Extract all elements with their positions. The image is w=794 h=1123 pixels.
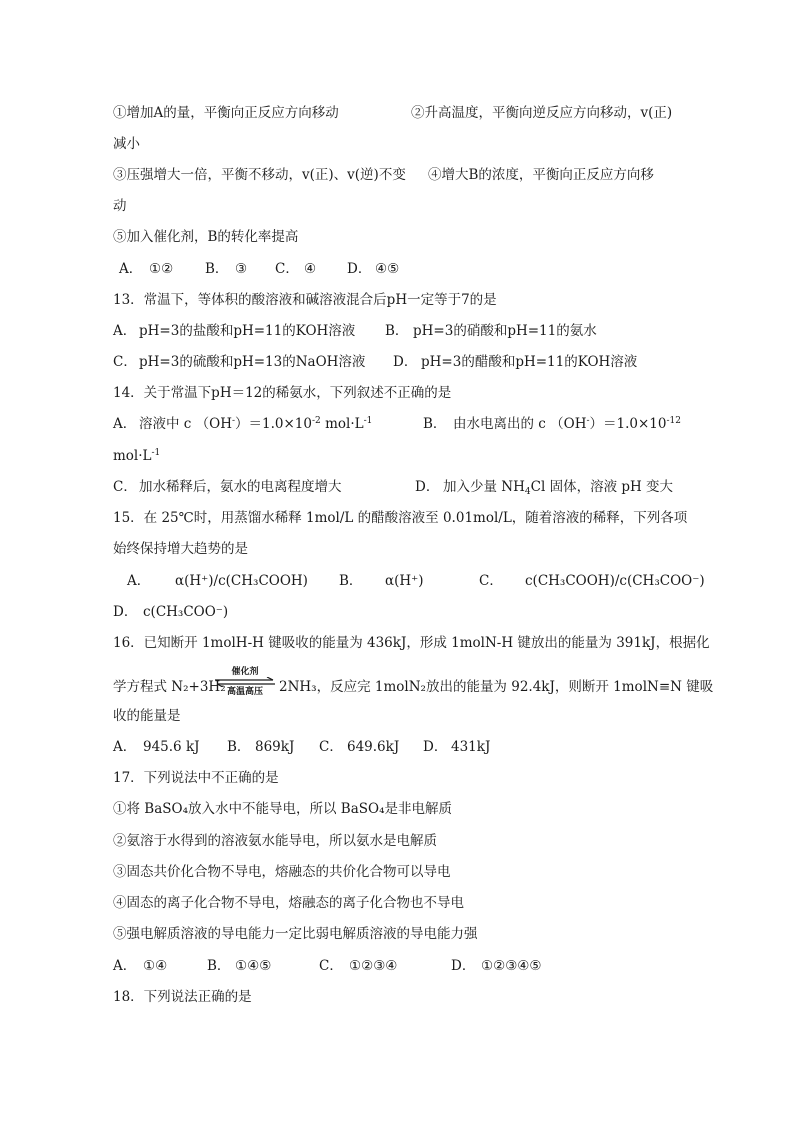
q14-option-b-text: 由水电离出的 c $(OH^-)=1.0\times 10^{-12}$ xyxy=(453,416,681,432)
q17-option-c-label: C． xyxy=(319,958,343,974)
q16-equation-line xyxy=(113,667,714,699)
text-segment: ④ xyxy=(304,261,317,277)
text-line xyxy=(113,381,713,405)
q15-option-b-label: B． xyxy=(339,573,363,589)
catalyst-label: 催化剂 xyxy=(231,667,259,677)
text-line xyxy=(113,101,713,125)
text-segment: ④⑤ xyxy=(375,261,400,277)
q17-option-d-text: ①②③④⑤ xyxy=(481,958,542,974)
q17-item: ⑤强电解质溶液的导电能力一定比弱电解质溶液的导电能力强 xyxy=(113,926,478,942)
q17-stem: 17．下列说法中不正确的是 xyxy=(113,770,279,786)
q18-stem: 18．下列说法正确的是 xyxy=(113,989,252,1005)
text-line xyxy=(113,225,713,249)
text-line xyxy=(113,163,713,187)
text-line xyxy=(113,288,713,312)
q15-stem-line-2: 始终保持增大趋势的是 xyxy=(113,541,248,557)
q17-item: ①将 BaSO₄放入水中不能导电，所以 BaSO₄是非电解质 xyxy=(113,801,452,817)
q14-option-b-continuation: $mol\cdot L^{-1}$ xyxy=(113,448,161,464)
q16-option-b-text: 869kJ xyxy=(255,739,295,755)
text-segment: 动 xyxy=(113,198,127,214)
q15-option-d-line xyxy=(113,600,713,624)
q15-option-b-text: α(H⁺) xyxy=(385,573,424,589)
text-segment: ④增大B的浓度，平衡向正反应方向移 xyxy=(428,167,654,183)
q14-option-d-label: D． xyxy=(415,479,440,495)
text-segment: pH=3的醋酸和pH=11的KOH溶液 xyxy=(421,354,638,370)
text-segment: pH=3的硝酸和pH=11的氨水 xyxy=(413,323,597,339)
q15-option-d-label: D． xyxy=(113,604,138,620)
q15-stem-line-1: 15．在 25℃时，用蒸馏水稀释 1mol/L 的醋酸溶液至 0.01mol/L，随着溶液的稀释，下列各项 xyxy=(113,510,688,526)
text-segment: A． xyxy=(119,261,143,277)
condition-label: 高温高压 xyxy=(226,687,263,697)
text-segment: ③ xyxy=(235,261,248,277)
q16-option-d-text: 431kJ xyxy=(451,739,491,755)
q15-option-a-label: A． xyxy=(127,573,151,589)
q17-option-a-text: ①④ xyxy=(143,958,168,974)
text-segment: pH=3的硫酸和pH=13的NaOH溶液 xyxy=(139,354,366,370)
text-segment: ①增加A的量，平衡向正反应方向移动 xyxy=(113,105,339,121)
q14-options-ab xyxy=(113,412,713,436)
q15-options-abc xyxy=(113,569,713,593)
q17-option-b-text: ①④⑤ xyxy=(235,958,272,974)
q17-item: ③固态共价化合物不导电，熔融态的共价化合物可以导电 xyxy=(113,864,451,880)
q16-option-a-label: A． xyxy=(113,739,137,755)
q16-equation-suffix: 2NH₃，反应完 1molN₂放出的能量为 92.4kJ，则断开 1molN≡N 键吸 xyxy=(279,679,714,695)
reversible-arrow-icon xyxy=(213,665,277,701)
text-segment: B． xyxy=(385,323,409,339)
text-segment: D． xyxy=(393,354,418,370)
text-segment: 14．关于常温下pH＝12的稀氨水，下列叙述不正确的是 xyxy=(113,385,452,401)
q16-option-c-label: C． xyxy=(319,739,343,755)
q16-option-a-text: 945.6 kJ xyxy=(143,739,200,755)
q14-option-c-label: C． xyxy=(113,479,137,495)
text-segment: 13．常温下，等体积的酸溶液和碱溶液混合后pH一定等于7的是 xyxy=(113,292,497,308)
text-segment: ⑤加入催化剂，B的转化率提高 xyxy=(113,229,299,245)
q14-option-b-label: B． xyxy=(423,416,447,432)
text-segment: C． xyxy=(113,354,137,370)
q17-option-d-label: D． xyxy=(451,958,476,974)
text-segment: pH=3的盐酸和pH=11的KOH溶液 xyxy=(139,323,356,339)
q15-option-c-label: C． xyxy=(479,573,503,589)
q16-options xyxy=(113,735,713,759)
q16-option-d-label: D． xyxy=(423,739,448,755)
q17-option-a-label: A． xyxy=(113,958,137,974)
q16-option-c-text: 649.6kJ xyxy=(347,739,400,755)
q14-option-c-text: 加水稀释后，氨水的电离程度增大 xyxy=(139,479,342,495)
q16-option-b-label: B． xyxy=(227,739,251,755)
q14-options-cd xyxy=(113,475,713,499)
q17-options xyxy=(113,954,713,978)
q15-option-c-text: c(CH₃COOH)/c(CH₃COO⁻) xyxy=(525,573,705,589)
text-segment: A． xyxy=(113,323,137,339)
q14-option-a-label: A． xyxy=(113,416,137,432)
text-line xyxy=(113,350,713,374)
equilibrium-arrows xyxy=(213,677,277,687)
text-segment: C． xyxy=(275,261,299,277)
q15-option-d-text: c(CH₃COO⁻) xyxy=(143,604,229,620)
text-segment: B． xyxy=(205,261,229,277)
text-segment: ②升高温度，平衡向逆反应方向移动，v(正) xyxy=(411,105,673,121)
text-segment: ①② xyxy=(149,261,174,277)
text-line xyxy=(113,194,713,218)
text-line xyxy=(113,319,713,343)
text-line xyxy=(113,257,713,281)
text-line xyxy=(113,132,713,156)
text-segment: ③压强增大一倍，平衡不移动，v(正)、v(逆)不变 xyxy=(113,167,406,183)
q16-equation-prefix: 学方程式 N₂+3H₂ xyxy=(113,679,226,695)
q17-item: ②氨溶于水得到的溶液氨水能导电，所以氨水是电解质 xyxy=(113,833,437,849)
q16-stem-line-1: 16．已知断开 1molH-H 键吸收的能量为 436kJ，形成 1molN-H 键放出的能量为 391kJ，根据化 xyxy=(113,635,710,651)
q17-item: ④固态的离子化合物不导电，熔融态的离子化合物也不导电 xyxy=(113,895,464,911)
text-segment: D． xyxy=(347,261,372,277)
q15-option-a-text: α(H⁺)/c(CH₃COOH) xyxy=(175,573,308,589)
q16-stem-line-3: 收的能量是 xyxy=(113,708,181,724)
q14-option-a-text: 溶液中 c $(OH^-)=1.0\times 10^{-2}$ $mol\cdot L^{-1}$ xyxy=(139,416,373,432)
q17-option-c-text: ①②③④ xyxy=(349,958,398,974)
text-segment: 减小 xyxy=(113,136,140,152)
q17-option-b-label: B． xyxy=(207,958,231,974)
q14-option-d-text: 加入少量 $NH_4Cl$ 固体，溶液 pH 变大 xyxy=(443,479,674,497)
